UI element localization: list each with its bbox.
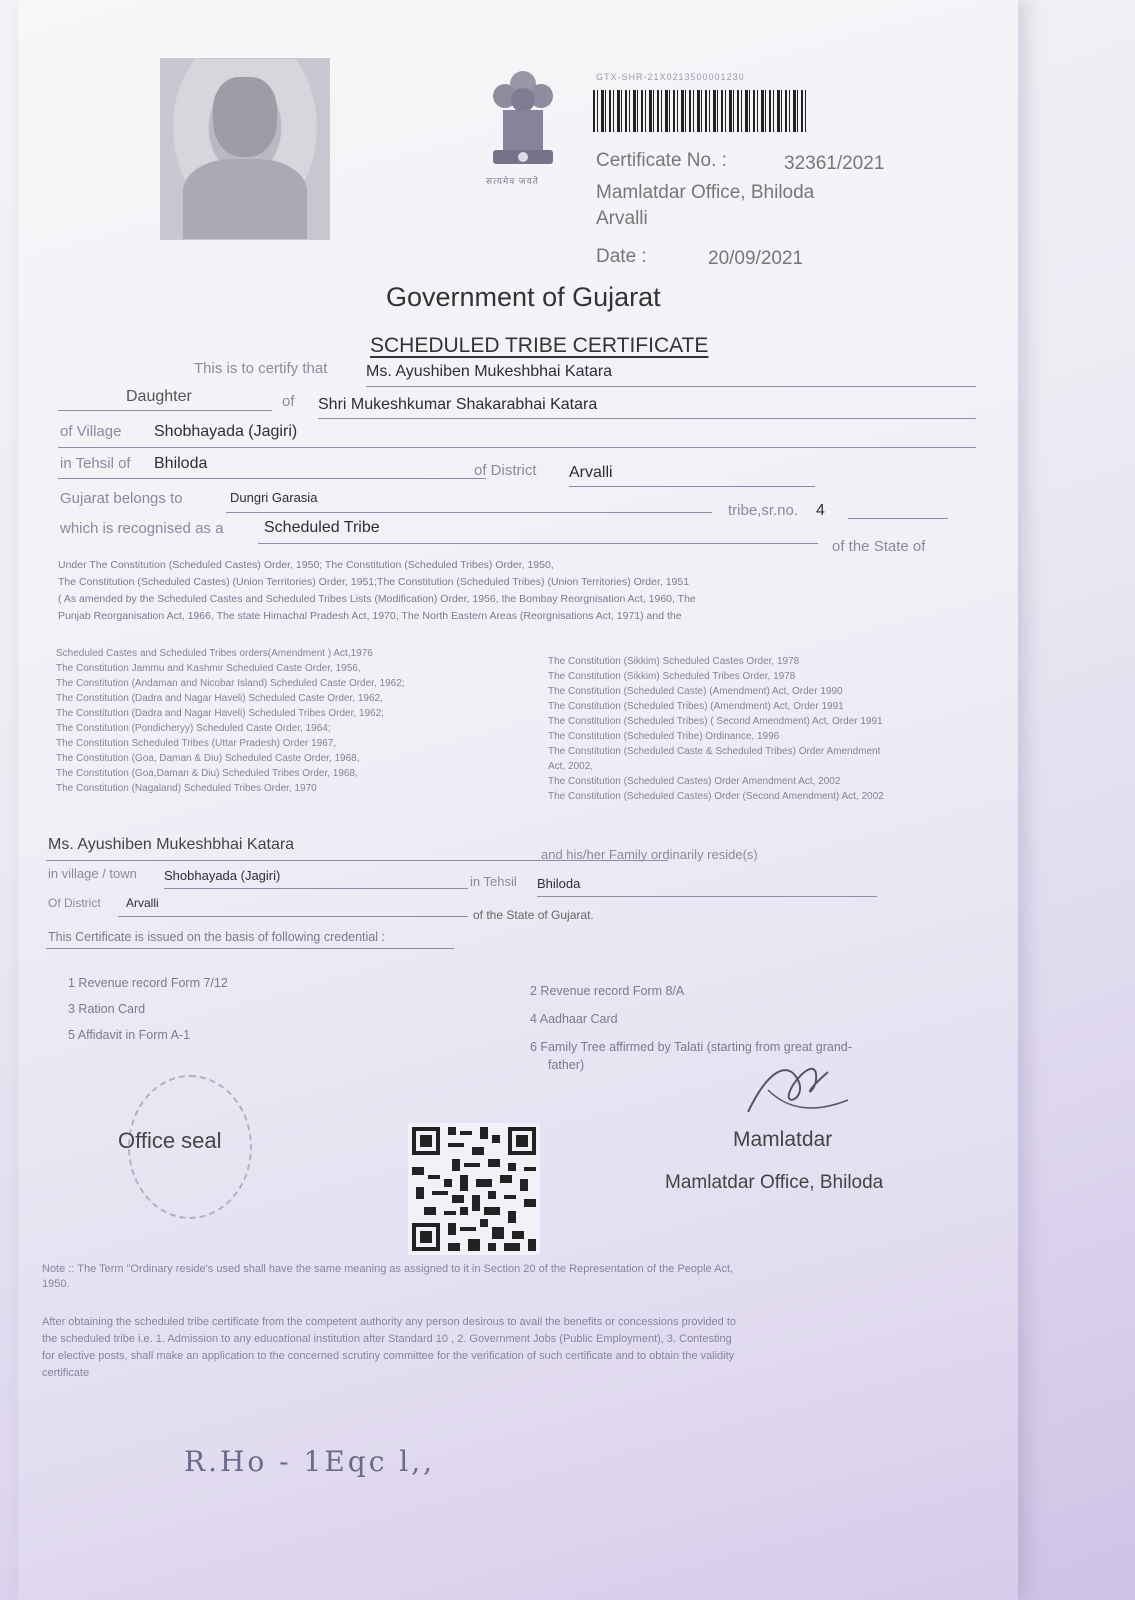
- order-item: The Constitution (Scheduled Tribe) Ordinance, 1996: [548, 731, 780, 742]
- tribe-sr: 4: [816, 502, 825, 519]
- orders-right: [548, 654, 968, 804]
- tribe-sr-label: tribe,sr.no.: [728, 502, 799, 519]
- signatory-office: Mamlatdar Office, Bhiloda: [665, 1172, 884, 1193]
- relation: Daughter: [126, 388, 192, 405]
- national-emblem-icon: [483, 66, 563, 186]
- certificate-heading: SCHEDULED TRIBE CERTIFICATE: [370, 334, 709, 357]
- signatory-title: Mamlatdar: [733, 1128, 833, 1151]
- order-item: The Constitution (Scheduled Castes) Order Amendment Act, 2002: [548, 776, 841, 787]
- village: Shobhayada (Jagiri): [154, 423, 298, 440]
- credential-item: 2 Revenue record Form 8/A: [530, 984, 685, 998]
- cert-no: 32361/2021: [784, 153, 885, 174]
- note-line: Note :: The Term "Ordinary reside's used shall have the same meaning as assigned to it in Section 20 of the Representation of the People Act,: [42, 1263, 734, 1275]
- order-item: The Constitution (Scheduled Tribes) ( Second Amendment) Act, Order 1991: [548, 716, 883, 727]
- credential-item: 3 Ration Card: [68, 1002, 146, 1016]
- legal-line: The Constitution (Scheduled Castes) (Union Territories) Order, 1951;The Constitution (Scheduled Tribes) (Union Territories) Order, 1951: [58, 576, 690, 588]
- barcode-number: GTX-SHR-21X0213500001230: [596, 72, 745, 82]
- recognised-as: Scheduled Tribe: [264, 519, 380, 536]
- signature-mark: [738, 1050, 858, 1120]
- note-line: After obtaining the scheduled tribe certificate from the competent authority any person desirous to avail the benefits or concessions provided to: [42, 1316, 737, 1328]
- note-line: the scheduled tribe i.e. 1. Admission to any educational institution after Standard 10 , 2. Government Jobs (Public Employment), 3. Contesting: [42, 1333, 732, 1345]
- resident-name: Ms. Ayushiben Mukeshbhai Katara: [48, 836, 295, 853]
- order-item: The Constitution (Dadra and Nagar Haveli) Scheduled Caste Order, 1962,: [56, 693, 383, 704]
- order-item: The Constitution Jammu and Kashmir Scheduled Caste Order, 1956,: [56, 663, 361, 674]
- district: Arvalli: [569, 464, 613, 481]
- note-benefits: [42, 1314, 972, 1382]
- order-item: The Constitution (Dadra and Nagar Haveli) Scheduled Tribes Order, 1962;: [56, 708, 384, 719]
- order-item: Act, 2002,: [548, 761, 594, 772]
- order-item: The Constitution (Sikkim) Scheduled Castes Order, 1978: [548, 656, 800, 667]
- holder-name: Ms. Ayushiben Mukeshbhai Katara: [366, 363, 613, 380]
- tribe-name: Dungri Garasia: [230, 490, 318, 505]
- barcode: [593, 90, 807, 132]
- tehsil-label: in Tehsil of: [60, 455, 131, 472]
- legal-line: Punjab Reorganisation Act, 1966, The state Himachal Pradesh Act, 1970, The North Eastern Areas (Reorgnisations Act, 1971) and the: [58, 610, 682, 622]
- applicant-photo: [160, 58, 330, 240]
- belongs-label: Gujarat belongs to: [60, 490, 183, 507]
- emblem-motto: सत्यमेव जयते: [486, 176, 539, 186]
- recognised-label: which is recognised as a: [60, 520, 224, 537]
- issue-date: 20/09/2021: [708, 248, 804, 269]
- order-item: The Constitution (Scheduled Caste) (Amendment) Act, Order 1990: [548, 686, 843, 697]
- res-tehsil-label: in Tehsil: [470, 874, 517, 889]
- office-seal-label: Office seal: [118, 1128, 222, 1153]
- order-item: The Constitution (Nagaland) Scheduled Tribes Order, 1970: [56, 783, 317, 794]
- issuing-district: Arvalli: [596, 208, 648, 229]
- photo-body: [183, 159, 307, 239]
- parent-name: Shri Mukeshkumar Shakarabhai Katara: [318, 396, 598, 413]
- issuing-office: Mamlatdar Office, Bhiloda: [596, 182, 815, 203]
- legal-paragraph: [58, 558, 978, 623]
- note-ordinary-resident: [42, 1262, 972, 1292]
- credential-item: 5 Affidavit in Form A-1: [68, 1028, 191, 1042]
- district-label: of District: [474, 462, 537, 479]
- state-of-label: of the State of: [832, 538, 926, 555]
- order-item: The Constitution (Scheduled Caste & Scheduled Tribes) Order Amendment: [548, 746, 881, 757]
- note-line: for elective posts, shall make an application to the concerned scrutiny committee for the verification of such certificate and to obtain the validity: [42, 1350, 735, 1362]
- order-item: The Constitution (Sikkim) Scheduled Tribes Order, 1978: [548, 671, 796, 682]
- village-label: of Village: [60, 423, 122, 440]
- family-label: and his/her Family ordinarily reside(s): [541, 847, 758, 862]
- certify-label: This is to certify that: [194, 360, 328, 377]
- note-line: 1950.: [42, 1278, 70, 1290]
- order-item: The Constitution (Scheduled Castes) Order (Second Amendment) Act, 2002: [548, 791, 884, 802]
- credential-item: 4 Aadhaar Card: [530, 1012, 618, 1026]
- res-district-label: Of District: [48, 896, 101, 910]
- orders-left: [56, 646, 506, 796]
- order-item: The Constitution (Goa, Daman & Diu) Scheduled Caste Order, 1968,: [56, 753, 360, 764]
- res-state: of the State of Gujarat.: [473, 908, 594, 922]
- handwritten-note: R.Ho - 1Eqc l,,: [184, 1445, 436, 1478]
- tehsil: Bhiloda: [154, 455, 208, 472]
- res-village: Shobhayada (Jagiri): [164, 868, 281, 883]
- note-line: certificate: [42, 1367, 90, 1379]
- credential-item: father): [548, 1058, 585, 1072]
- qr-code-icon: [408, 1123, 540, 1255]
- order-item: The Constitution (Scheduled Tribes) (Amendment) Act, Order 1991: [548, 701, 844, 712]
- cert-no-label: Certificate No. :: [596, 150, 727, 171]
- certificate-page: [18, 0, 1018, 1600]
- photo-face: [213, 77, 277, 157]
- credential-item: 6 Family Tree affirmed by Talati (starting from great grand-: [530, 1040, 852, 1054]
- res-tehsil: Bhiloda: [537, 876, 581, 891]
- credential-item: 1 Revenue record Form 7/12: [68, 976, 228, 990]
- res-district: Arvalli: [126, 896, 159, 910]
- credential-label: This Certificate is issued on the basis of following credential :: [48, 930, 385, 944]
- order-item: The Constitution (Pondicheryy) Scheduled Caste Order, 1964;: [56, 723, 331, 734]
- order-item: Scheduled Castes and Scheduled Tribes orders(Amendment ) Act,1976: [56, 648, 373, 659]
- of-label: of: [282, 393, 295, 410]
- order-item: The Constitution (Goa,Daman & Diu) Scheduled Tribes Order, 1968,: [56, 768, 358, 779]
- legal-line: ( As amended by the Scheduled Castes and Scheduled Tribes Lists (Modification) Order, 1956, the Bombay Reorgnisation Act, 1960, The: [58, 593, 696, 605]
- date-label: Date :: [596, 246, 647, 267]
- legal-line: Under The Constitution (Scheduled Castes) Order, 1950; The Constitution (Scheduled Tribes) Order, 1950,: [58, 559, 554, 571]
- order-item: The Constitution Scheduled Tribes (Uttar Pradesh) Order 1967,: [56, 738, 337, 749]
- page-title: Government of Gujarat: [386, 282, 661, 312]
- order-item: The Constitution (Andaman and Nicobar Island) Scheduled Caste Order, 1962;: [56, 678, 405, 689]
- res-village-label: in village / town: [48, 866, 137, 881]
